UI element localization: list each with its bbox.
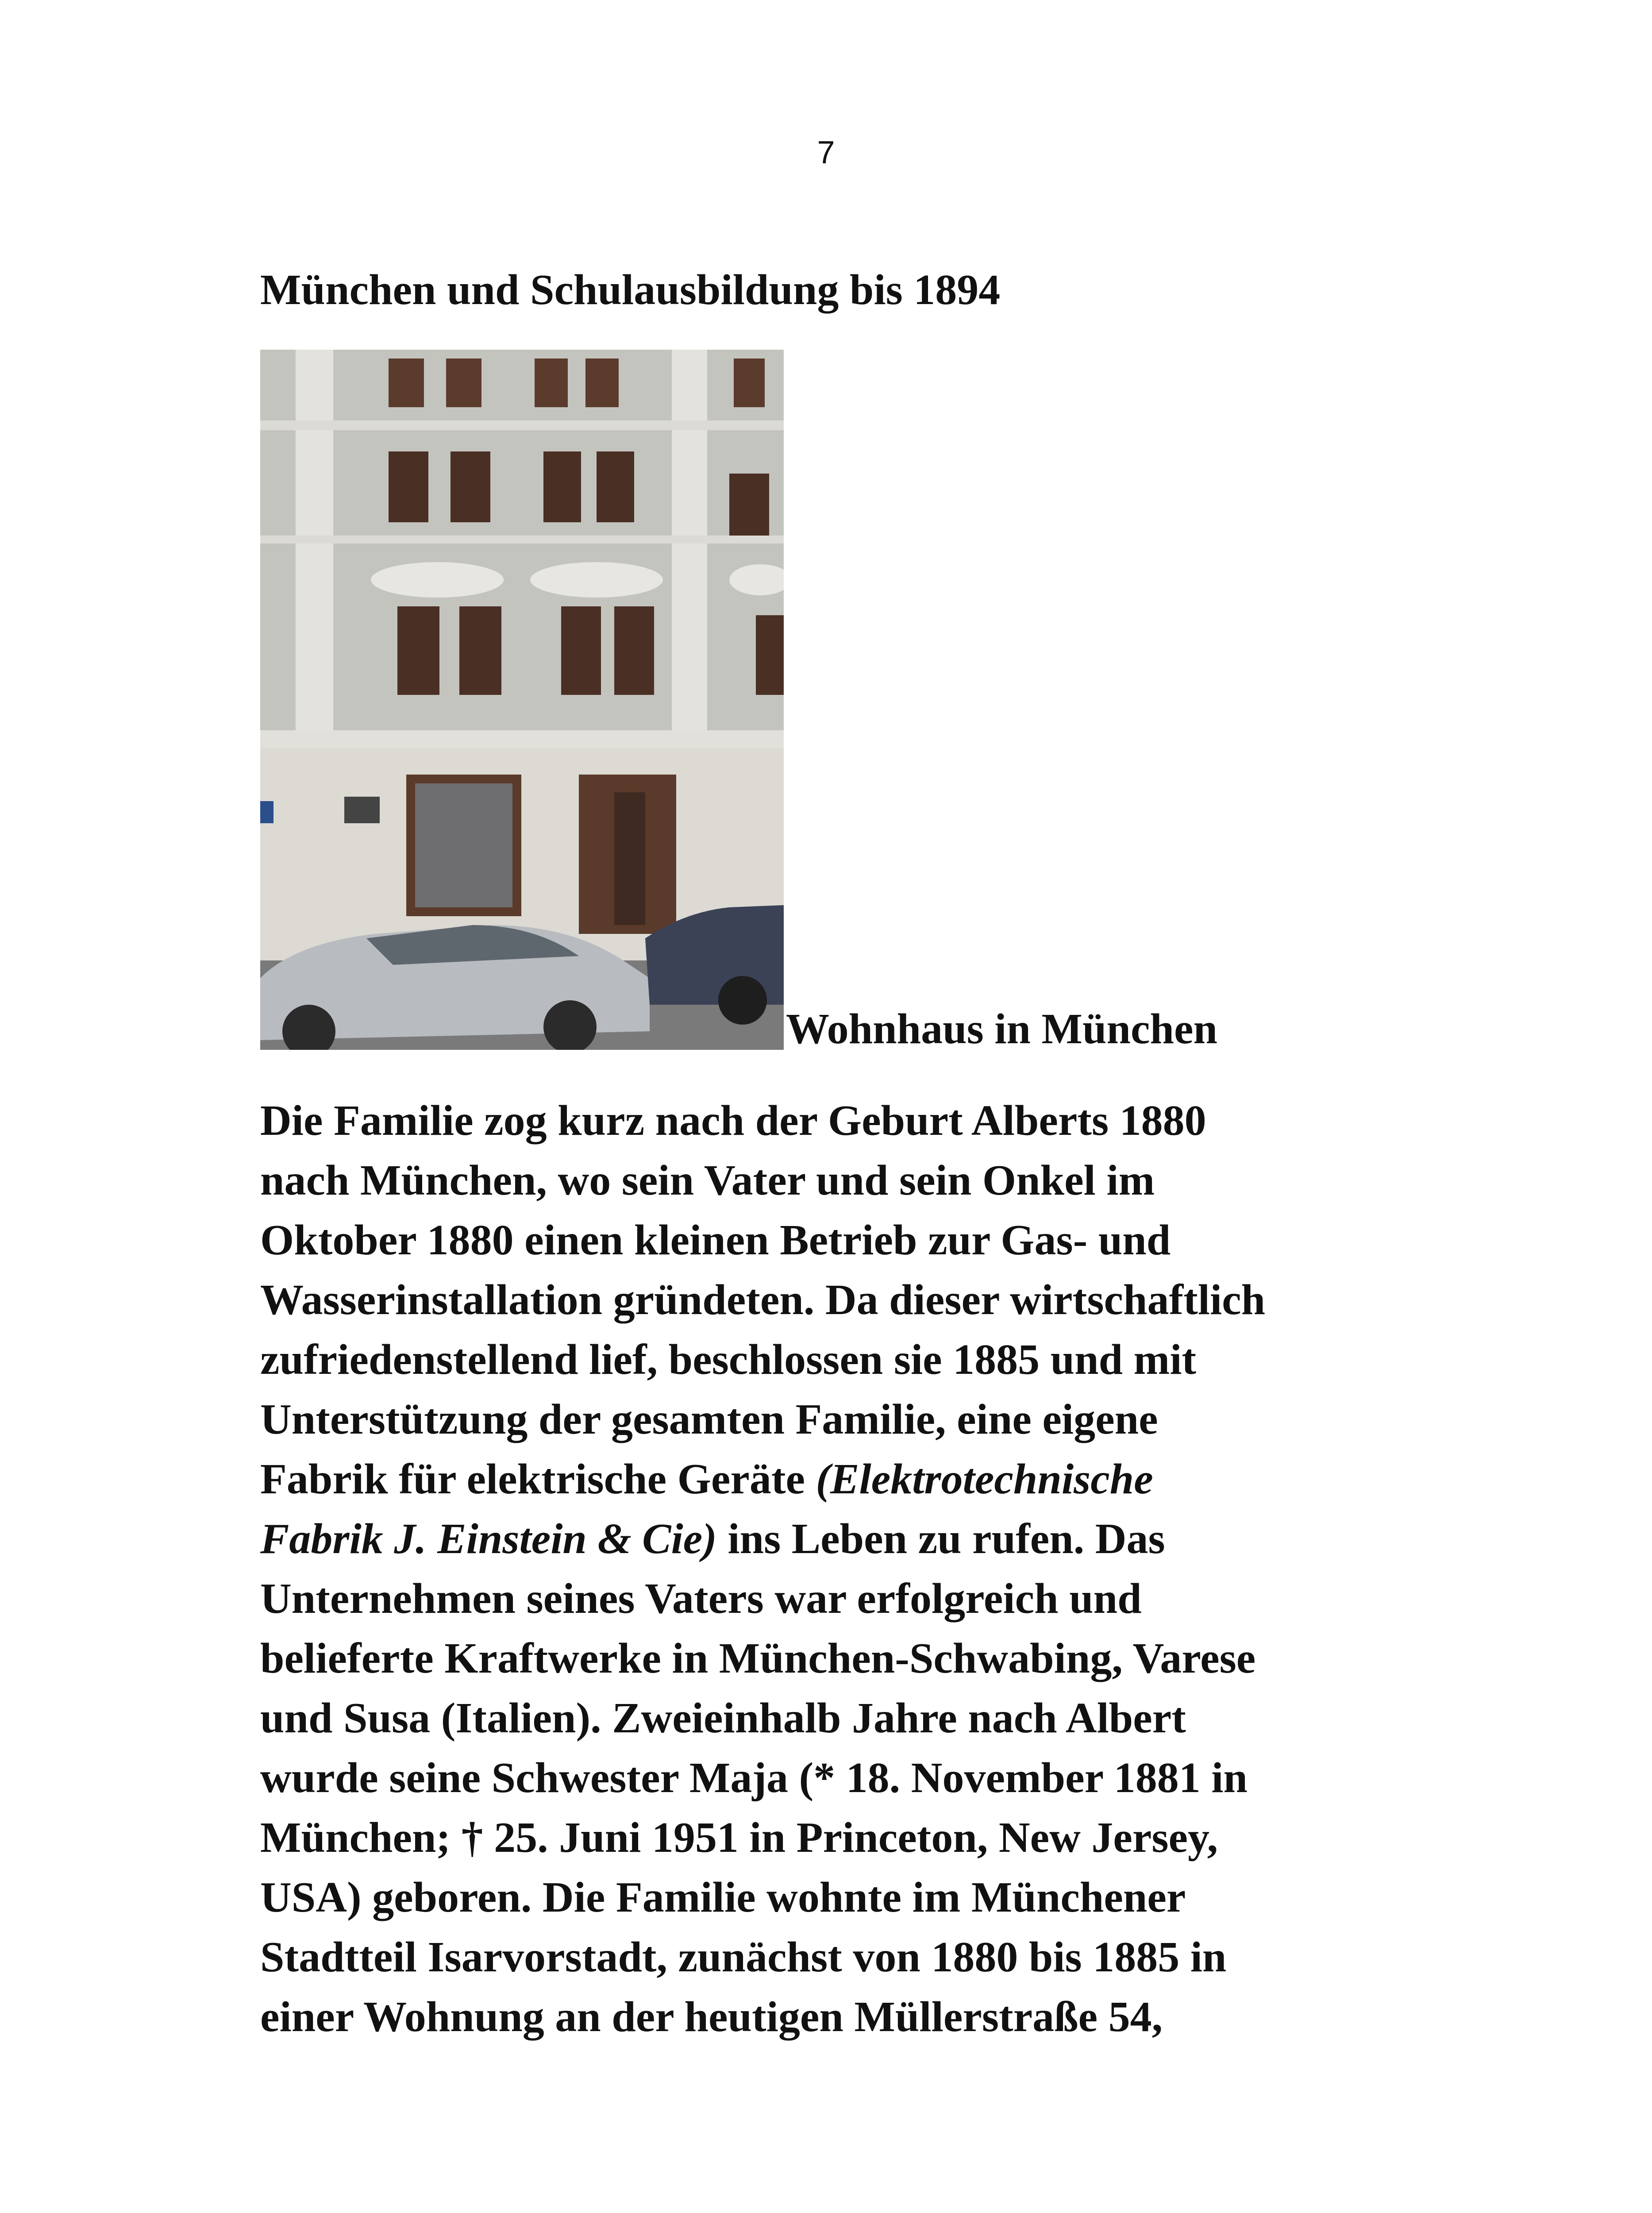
text-line: Unternehmen seines Vaters war erfolgreich und: [260, 1575, 1142, 1623]
text-line: München; † 25. Juni 1951 in Princeton, New Jersey,: [260, 1814, 1218, 1862]
text-line: Die Familie zog kurz nach der Geburt Alberts 1880: [260, 1097, 1206, 1145]
body-paragraph: [260, 1091, 1588, 2047]
text-line: belieferte Kraftwerke in München-Schwabing, Varese: [260, 1635, 1256, 1682]
apartment-building-photo: [260, 350, 784, 1050]
italic-company-name: Fabrik J. Einstein & Cie): [260, 1515, 717, 1563]
text-line: zufriedenstellend lief, beschlossen sie 1885 und mit: [260, 1336, 1197, 1384]
text-line: Oktober 1880 einen kleinen Betrieb zur Gas- und: [260, 1216, 1171, 1264]
text-line: USA) geboren. Die Familie wohnte im Münchener: [260, 1874, 1186, 1921]
section-heading: München und Schulausbildung bis 1894: [260, 266, 1001, 314]
italic-company-name: (Elektrotechnische: [816, 1455, 1153, 1503]
text-segment: Fabrik für elektrische Geräte: [260, 1455, 816, 1503]
text-line: Stadtteil Isarvorstadt, zunächst von 1880 bis 1885 in: [260, 1933, 1227, 1981]
text-line: Unterstützung der gesamten Familie, eine eigene: [260, 1396, 1158, 1443]
text-line: [260, 1509, 1588, 1569]
text-segment: ins Leben zu rufen. Das: [716, 1515, 1165, 1563]
text-line: und Susa (Italien). Zweieinhalb Jahre nach Albert: [260, 1694, 1186, 1742]
photo-caption: Wohnhaus in München: [786, 1005, 1217, 1053]
text-line: einer Wohnung an der heutigen Müllerstraße 54,: [260, 1993, 1163, 2041]
text-line: wurde seine Schwester Maja (* 18. November 1881 in: [260, 1754, 1248, 1802]
text-line: [260, 1450, 1588, 1509]
text-line: nach München, wo sein Vater und sein Onkel im: [260, 1157, 1155, 1204]
text-line: Wasserinstallation gründeten. Da dieser wirtschaftlich: [260, 1276, 1266, 1324]
page-number: 7: [817, 135, 835, 170]
